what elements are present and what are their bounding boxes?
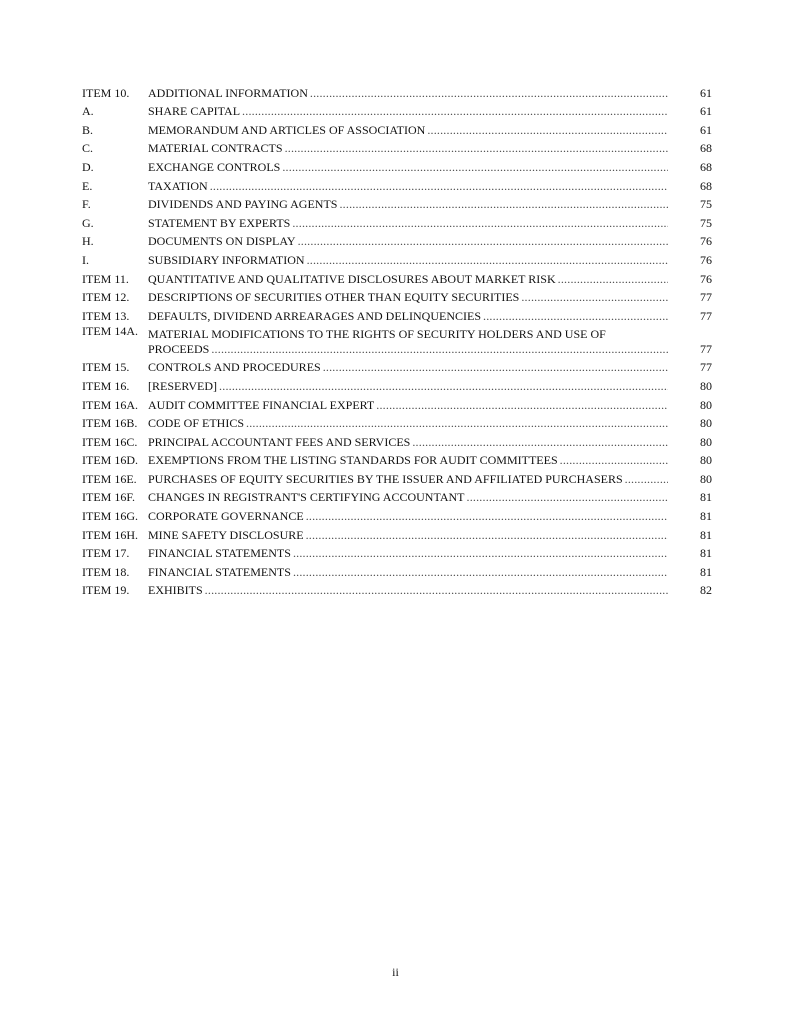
toc-entry-number: D. bbox=[82, 159, 94, 174]
toc-entry-number: ITEM 11. bbox=[82, 271, 129, 286]
toc-entry-page: 82 bbox=[700, 583, 712, 598]
toc-entry-page: 75 bbox=[700, 197, 712, 212]
toc-entry-page: 77 bbox=[700, 360, 712, 375]
toc-entry-item-13[interactable] bbox=[82, 305, 712, 324]
toc-entry-title: DOCUMENTS ON DISPLAY ..... bbox=[148, 234, 668, 249]
toc-entry-number: ITEM 10. bbox=[82, 85, 130, 100]
toc-entry-number: B. bbox=[82, 122, 94, 137]
toc-entry-title: EXHIBITS ..... bbox=[148, 583, 668, 598]
toc-entry-g[interactable] bbox=[82, 212, 712, 231]
toc-entry-page: 77 bbox=[700, 290, 712, 305]
toc-entry-number: I. bbox=[82, 252, 89, 267]
toc-entry-page: 80 bbox=[700, 378, 712, 393]
toc-entry-page: 76 bbox=[700, 252, 712, 267]
toc-entry-number: ITEM 16G. bbox=[82, 509, 138, 524]
toc-entry-b[interactable] bbox=[82, 119, 712, 138]
toc-entry-item-15[interactable] bbox=[82, 357, 712, 376]
toc-entry-number: ITEM 16D. bbox=[82, 453, 138, 468]
toc-entry-d[interactable] bbox=[82, 156, 712, 175]
toc-entry-title: CONTROLS AND PROCEDURES ..... bbox=[148, 360, 668, 375]
toc-entry-page: 81 bbox=[700, 564, 712, 579]
toc-entry-title: SHARE CAPITAL ..... bbox=[148, 104, 668, 119]
toc-entry-item-16d[interactable] bbox=[82, 450, 712, 469]
toc-entry-item-17[interactable] bbox=[82, 543, 712, 562]
table-of-contents bbox=[82, 82, 712, 598]
toc-entry-page: 68 bbox=[700, 159, 712, 174]
toc-entry-h[interactable] bbox=[82, 231, 712, 250]
toc-entry-page: 76 bbox=[700, 271, 712, 286]
toc-entry-title: TAXATION ..... bbox=[148, 179, 668, 194]
toc-entry-title: DIVIDENDS AND PAYING AGENTS ..... bbox=[148, 197, 668, 212]
toc-entry-f[interactable] bbox=[82, 194, 712, 213]
toc-entry-title: FINANCIAL STATEMENTS ..... bbox=[148, 565, 668, 580]
toc-entry-item-11[interactable] bbox=[82, 268, 712, 287]
toc-entry-item-10[interactable] bbox=[82, 82, 712, 101]
toc-entry-title bbox=[148, 327, 668, 357]
toc-entry-number: C. bbox=[82, 141, 94, 156]
toc-entry-page: 81 bbox=[700, 509, 712, 524]
toc-entry-page: 76 bbox=[700, 234, 712, 249]
toc-entry-number: ITEM 17. bbox=[82, 546, 130, 561]
toc-entry-a[interactable] bbox=[82, 101, 712, 120]
toc-entry-number: ITEM 18. bbox=[82, 564, 130, 579]
toc-entry-item-12[interactable] bbox=[82, 287, 712, 306]
toc-entry-page: 68 bbox=[700, 141, 712, 156]
toc-entry-title: [RESERVED] ..... bbox=[148, 379, 668, 394]
toc-entry-page: 68 bbox=[700, 178, 712, 193]
toc-entry-page: 61 bbox=[700, 122, 712, 137]
toc-entry-title: CHANGES IN REGISTRANT'S CERTIFYING ACCOUNTANT ..... bbox=[148, 490, 668, 505]
toc-entry-item-16[interactable] bbox=[82, 375, 712, 394]
toc-entry-title: CODE OF ETHICS ..... bbox=[148, 416, 668, 431]
toc-entry-title: ADDITIONAL INFORMATION ..... bbox=[148, 86, 668, 101]
toc-entry-page: 80 bbox=[700, 434, 712, 449]
toc-entry-number: ITEM 16A. bbox=[82, 397, 138, 412]
toc-entry-page: 80 bbox=[700, 471, 712, 486]
toc-entry-number: ITEM 15. bbox=[82, 360, 130, 375]
toc-entry-title: SUBSIDIARY INFORMATION ..... bbox=[148, 253, 668, 268]
toc-entry-title: MEMORANDUM AND ARTICLES OF ASSOCIATION ..... bbox=[148, 123, 668, 138]
toc-entry-number: ITEM 16C. bbox=[82, 434, 138, 449]
toc-entry-item-18[interactable] bbox=[82, 561, 712, 580]
toc-entry-title: STATEMENT BY EXPERTS ..... bbox=[148, 216, 668, 231]
toc-entry-c[interactable] bbox=[82, 138, 712, 157]
toc-entry-item-16b[interactable] bbox=[82, 413, 712, 432]
page-number: ii bbox=[392, 965, 399, 979]
toc-entry-title: MATERIAL CONTRACTS ..... bbox=[148, 141, 668, 156]
toc-entry-item-19[interactable] bbox=[82, 580, 712, 599]
toc-entry-i[interactable] bbox=[82, 249, 712, 268]
toc-entry-number: ITEM 13. bbox=[82, 308, 130, 323]
toc-entry-item-16e[interactable] bbox=[82, 468, 712, 487]
toc-entry-number: ITEM 16F. bbox=[82, 490, 136, 505]
toc-entry-title: MINE SAFETY DISCLOSURE ..... bbox=[148, 528, 668, 543]
toc-entry-title-line-1: MATERIAL MODIFICATIONS TO THE RIGHTS OF SECURITY HOLDERS AND USE OF bbox=[148, 326, 606, 341]
toc-entry-number: E. bbox=[82, 178, 93, 193]
toc-entry-number: ITEM 16H. bbox=[82, 527, 138, 542]
toc-entry-title: DESCRIPTIONS OF SECURITIES OTHER THAN EQUITY SECURITIES ..... bbox=[148, 290, 668, 305]
toc-entry-page: 61 bbox=[700, 104, 712, 119]
toc-entry-number: H. bbox=[82, 234, 94, 249]
toc-entry-item-16c[interactable] bbox=[82, 431, 712, 450]
toc-entry-e[interactable] bbox=[82, 175, 712, 194]
toc-entry-page: 77 bbox=[700, 341, 712, 356]
toc-entry-item-16g[interactable] bbox=[82, 505, 712, 524]
toc-entry-title: EXCHANGE CONTROLS ..... bbox=[148, 160, 668, 175]
toc-entry-number: G. bbox=[82, 215, 94, 230]
toc-entry-number: ITEM 12. bbox=[82, 290, 130, 305]
toc-entry-page: 81 bbox=[700, 546, 712, 561]
toc-entry-page: 81 bbox=[700, 490, 712, 505]
toc-entry-title: QUANTITATIVE AND QUALITATIVE DISCLOSURES ABOUT MARKET RISK ..... bbox=[148, 272, 668, 287]
toc-entry-item-14a[interactable] bbox=[82, 324, 712, 357]
toc-entry-title-line-2: PROCEEDS ..... bbox=[148, 342, 668, 357]
toc-entry-title: DEFAULTS, DIVIDEND ARREARAGES AND DELINQUENCIES ..... bbox=[148, 309, 668, 324]
toc-entry-number: F. bbox=[82, 197, 91, 212]
toc-entry-number: ITEM 14A. bbox=[82, 323, 138, 338]
toc-entry-item-16h[interactable] bbox=[82, 524, 712, 543]
toc-entry-page: 80 bbox=[700, 416, 712, 431]
toc-entry-page: 61 bbox=[700, 85, 712, 100]
toc-entry-item-16a[interactable] bbox=[82, 394, 712, 413]
toc-entry-page: 81 bbox=[700, 527, 712, 542]
toc-entry-page: 80 bbox=[700, 397, 712, 412]
toc-entry-page: 77 bbox=[700, 308, 712, 323]
toc-entry-page: 80 bbox=[700, 453, 712, 468]
toc-entry-title: EXEMPTIONS FROM THE LISTING STANDARDS FOR AUDIT COMMITTEES ..... bbox=[148, 453, 668, 468]
toc-entry-number: A. bbox=[82, 104, 94, 119]
toc-entry-title: CORPORATE GOVERNANCE ..... bbox=[148, 509, 668, 524]
toc-entry-title: AUDIT COMMITTEE FINANCIAL EXPERT ..... bbox=[148, 398, 668, 413]
toc-entry-title: FINANCIAL STATEMENTS ..... bbox=[148, 546, 668, 561]
toc-entry-page: 75 bbox=[700, 215, 712, 230]
toc-entry-number: ITEM 16. bbox=[82, 378, 130, 393]
toc-entry-title: PRINCIPAL ACCOUNTANT FEES AND SERVICES ..... bbox=[148, 435, 668, 450]
toc-entry-title: PURCHASES OF EQUITY SECURITIES BY THE ISSUER AND AFFILIATED PURCHASERS ..... bbox=[148, 472, 668, 487]
toc-entry-number: ITEM 19. bbox=[82, 583, 130, 598]
toc-entry-number: ITEM 16E. bbox=[82, 471, 137, 486]
toc-entry-item-16f[interactable] bbox=[82, 487, 712, 506]
toc-entry-number: ITEM 16B. bbox=[82, 416, 138, 431]
